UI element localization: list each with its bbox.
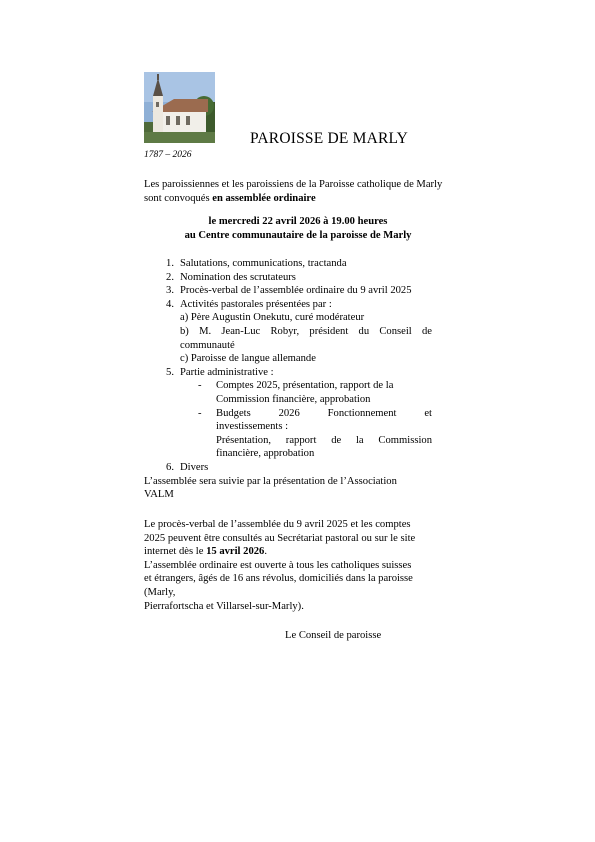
info-text: Pierrafortscha et Villarsel-sur-Marly).	[144, 600, 304, 612]
agenda-text: Salutations, communications, tractanda	[180, 258, 347, 269]
agenda-number: 3.	[166, 285, 174, 297]
agenda-text: Procès-verbal de l’assemblée ordinaire du 9 avril 2025	[180, 285, 412, 297]
info-paragraph	[144, 518, 452, 613]
info-line	[144, 572, 452, 586]
agenda-dash-item	[144, 379, 452, 393]
agenda-subtext: Budgets 2026 Fonctionnement et	[216, 407, 432, 419]
agenda-item	[144, 271, 452, 285]
agenda-number: 6.	[166, 461, 174, 473]
publication-date: 15 avril 2026	[206, 546, 265, 558]
agenda-item	[144, 284, 452, 298]
agenda-list	[144, 257, 452, 502]
intro-bold: en assemblée ordinaire	[212, 192, 316, 204]
follow-text: L’assemblée sera suivie par la présentation de l’Association	[144, 475, 397, 487]
agenda-text: Nomination des scrutateurs	[180, 271, 296, 283]
agenda-dash-item	[144, 407, 452, 421]
info-line	[144, 518, 452, 532]
agenda-dash-item	[144, 447, 452, 461]
info-text: et étrangers, âgés de 16 ans révolus, domiciliés dans la paroisse	[144, 573, 413, 585]
signature: Le Conseil de paroisse	[285, 630, 382, 641]
agenda-subtext: communauté	[180, 339, 235, 351]
agenda-subtext: b) M. Jean-Luc Robyr, président du Conseil de	[180, 325, 432, 337]
info-line	[144, 532, 452, 546]
agenda-text: Partie administrative :	[180, 366, 274, 378]
years-caption: 1787 – 2026	[144, 150, 192, 160]
agenda-subitem	[144, 311, 452, 325]
agenda-text: Divers	[180, 461, 209, 473]
info-text: .	[264, 546, 267, 558]
agenda-number: 1.	[166, 258, 174, 269]
agenda-number: 4.	[166, 298, 174, 310]
agenda-dash-item	[144, 434, 452, 448]
date-location-block	[144, 215, 452, 242]
agenda-subtext: a) Père Augustin Onekutu, curé modérateur	[180, 312, 365, 324]
church-photo-icon	[144, 72, 215, 143]
info-line	[144, 559, 452, 573]
agenda-item	[144, 257, 452, 271]
agenda-item	[144, 366, 452, 380]
info-text: (Marly,	[144, 586, 176, 598]
dash-bullet: -	[198, 380, 202, 392]
agenda-number: 2.	[166, 271, 174, 283]
info-text: internet dès le	[144, 546, 207, 558]
date-line: le mercredi 22 avril 2026 à 19.00 heures	[208, 216, 388, 227]
agenda-item	[144, 298, 452, 312]
info-text: 2025 peuvent être consultés au Secrétariat pastoral ou sur le site	[144, 532, 416, 544]
info-line	[144, 586, 452, 600]
agenda-subitem	[144, 339, 452, 353]
agenda-subtext: Comptes 2025, présentation, rapport de la	[216, 380, 394, 392]
agenda-number: 5.	[166, 366, 174, 378]
location-line: au Centre communautaire de la paroisse de Marly	[184, 229, 412, 241]
info-text: L’assemblée ordinaire est ouverte à tous les catholiques suisses	[144, 559, 412, 571]
info-line	[144, 600, 452, 614]
agenda-subitem	[144, 352, 452, 366]
follow-line	[144, 475, 452, 489]
agenda-subtext: investissements :	[216, 421, 289, 433]
agenda-subitem	[144, 325, 452, 339]
parish-title: PAROISSE DE MARLY	[250, 130, 409, 147]
agenda-item	[144, 461, 452, 475]
follow-line	[144, 488, 452, 502]
agenda-subtext: Présentation, rapport de la Commission	[216, 434, 432, 446]
follow-text: VALM	[144, 489, 174, 501]
info-text: Le procès-verbal de l’assemblée du 9 avril 2025 et les comptes	[144, 519, 411, 530]
agenda-subtext: financière, approbation	[216, 448, 315, 460]
intro-paragraph	[144, 178, 452, 205]
intro-text: Les paroissiennes et les paroissiens de la Paroisse catholique de Marly sont convoqués	[144, 179, 443, 204]
dash-bullet: -	[198, 407, 202, 419]
agenda-subtext: c) Paroisse de langue allemande	[180, 353, 316, 365]
agenda-dash-item	[144, 393, 452, 407]
agenda-subtext: Commission financière, approbation	[216, 393, 371, 405]
agenda-dash-item	[144, 420, 452, 434]
info-line	[144, 545, 452, 559]
agenda-text: Activités pastorales présentées par :	[180, 298, 332, 310]
